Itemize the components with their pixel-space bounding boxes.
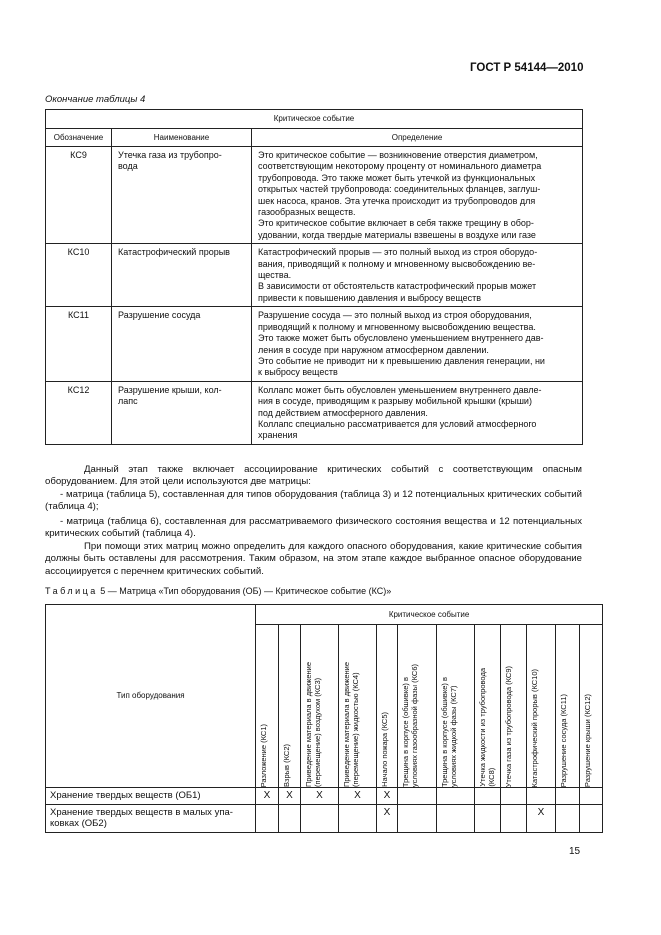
equipment-type-header: Тип оборудования (46, 605, 256, 788)
event-header-line: Трещина в корпусе (обшивке) в (440, 676, 449, 787)
critical-events-table (45, 109, 583, 445)
event-name-line: лапс (118, 396, 138, 407)
event-definition (252, 381, 583, 444)
event-definition-line: к выбросу веществ (258, 367, 338, 378)
event-name (112, 381, 252, 444)
table-row (46, 147, 583, 244)
event-definition-line: удовании, когда твердые материалы взвешены в воздухе или газе (258, 229, 536, 240)
event-definition-line: газообразных веществ. (258, 207, 356, 218)
matrix-cell (437, 788, 475, 805)
event-code: КС10 (46, 244, 112, 307)
column-header-name: Наименование (112, 129, 252, 147)
event-definition (252, 244, 583, 307)
event-definition-line: Это критическое событие включает в себя также трещину в обор- (258, 218, 534, 229)
matrix-cell: X (256, 788, 279, 805)
event-header-line: Катастрофический прорыв (КС10) (530, 668, 539, 787)
event-definition-line: Это событие не приводит ни к превышению давления генерации, ни (258, 355, 545, 366)
event-definition-line: вания, приводящий к полному и мгновенному высвобождению ве- (258, 258, 536, 269)
event-header-line: Утечка газа из трубопровода (КС9) (504, 665, 513, 787)
paragraph-intro: Данный этап также включает ассоциирование критических событий с соответствующим опасным оборудованием. Для этой цели используются две матрицы: (45, 464, 582, 488)
event-definition-line: Это также может быть обусловлено уменьшением внутреннего дав- (258, 333, 544, 344)
matrix-cell: X (339, 788, 377, 805)
document-code: ГОСТ Р 54144—2010 (470, 62, 584, 74)
event-header-text (377, 708, 391, 787)
table-row (46, 244, 583, 307)
matrix-cell: X (279, 788, 301, 805)
event-column-header (398, 625, 437, 788)
event-definition-line: соответствующим некоторому проценту от номинального диаметра (258, 161, 542, 172)
event-column-header (256, 625, 279, 788)
event-header-text (398, 660, 421, 787)
event-definition-line: ния в сосуде, приводящим к разрыву мобильной крышки (крыши) (258, 396, 532, 407)
matrix-cell (398, 804, 437, 832)
matrix-cell (475, 788, 501, 805)
matrix-cell (301, 804, 339, 832)
table5-caption-rest: 5 — Матрица «Тип оборудования (ОБ) — Критическое событие (КС)» (97, 586, 392, 596)
table5-caption-word: Таблица (45, 586, 98, 596)
event-header-text (339, 658, 362, 787)
event-definition-line: Коллапс специально рассматривается для условий атмосферного (258, 418, 537, 429)
event-column-header (279, 625, 301, 788)
event-definition-line: В зависимости от обстоятельств катастрофический прорыв может (258, 281, 537, 292)
event-name (112, 307, 252, 381)
event-header-line: Начало пожара (КС5) (380, 712, 389, 787)
table-row (46, 381, 583, 444)
event-column-header (501, 625, 527, 788)
event-header-line: Утечка жидкости из трубопровода (478, 668, 487, 787)
event-column-header (339, 625, 377, 788)
event-name (112, 244, 252, 307)
equipment-type-line: Хранение твердых веществ (ОБ1) (50, 790, 201, 801)
table-row (46, 804, 603, 832)
event-definition-line: под действием атмосферного давления. (258, 407, 428, 418)
event-code: КС9 (46, 147, 112, 244)
event-column-header (475, 625, 501, 788)
matrix-cell (279, 804, 301, 832)
event-definition-line: хранения (258, 430, 298, 441)
event-column-header (527, 625, 556, 788)
paragraph-conclusion: При помощи этих матриц можно определить для каждого опасного оборудования, какие критические события должны быть оставлены для рассмотрения. Таким образом, на этом этапе каждое выбранное опасное оборудование ассоциируется с перечнем критических событий. (45, 541, 582, 577)
event-name-line: Разрушение сосуда (118, 310, 201, 321)
event-code: КС12 (46, 381, 112, 444)
event-header-line: (перемещение) жидкостью (КС4) (351, 672, 360, 787)
event-column-header (301, 625, 339, 788)
event-column-header (437, 625, 475, 788)
page-number: 15 (569, 846, 581, 857)
event-definition-line: ления в сосуде при наружном атмосферном давлении. (258, 344, 489, 355)
event-column-header (556, 625, 580, 788)
matrix-cell (256, 804, 279, 832)
event-definition-line: Это критическое событие — возникновение отверстия диаметром, (258, 150, 538, 160)
event-header-text (279, 740, 293, 787)
matrix-cell (398, 788, 437, 805)
event-name-line: Разрушение крыши, кол- (118, 384, 222, 395)
event-name-line: Утечка газа из трубопро- (118, 150, 222, 160)
matrix-cell (580, 804, 603, 832)
matrix-cell (437, 804, 475, 832)
equipment-type-line: Хранение твердых веществ в малых упа- (50, 806, 233, 818)
column-header-definition: Определение (252, 129, 583, 147)
column-header-code: Обозначение (46, 129, 112, 147)
event-name-line: Катастрофический прорыв (118, 247, 230, 258)
event-header-text (256, 720, 270, 787)
matrix-cell (556, 804, 580, 832)
event-header-line: Приведение материала в движение (304, 662, 313, 787)
matrix-cell (475, 804, 501, 832)
event-definition-line: приводящий к полному и мгновенному высвобождению вещества. (258, 321, 536, 332)
event-header-text (580, 690, 594, 787)
table-continuation-label: Окончание таблицы 4 (45, 94, 146, 105)
event-header-text (556, 690, 570, 787)
event-header-line: (КС8) (487, 768, 496, 787)
event-definition-line: открытых частей трубопровода: соединительных фланцев, заглуш- (258, 184, 541, 195)
table-row (46, 307, 583, 381)
event-definition (252, 147, 583, 244)
event-definition-line: привести к повышению давления и выбросу веществ (258, 292, 482, 303)
equipment-type-line: ковках (ОБ2) (50, 818, 107, 829)
table5-group-header: Критическое событие (256, 605, 603, 625)
event-header-line: (перемещение) воздухом (КС3) (313, 677, 322, 787)
event-header-line: Трещина в корпусе (обшивке) в (401, 676, 410, 787)
event-header-text (475, 664, 498, 787)
equipment-type (46, 788, 256, 805)
matrix-cell (501, 804, 527, 832)
matrix-cell (339, 804, 377, 832)
event-header-text (501, 662, 515, 787)
matrix-cell: X (377, 804, 398, 832)
event-header-line: Разрушение сосуда (КС11) (559, 693, 568, 787)
event-header-line: Взрыв (КС2) (282, 744, 291, 787)
paragraph-matrix-table6: - матрица (таблица 6), составленная для рассматриваемого физического состояния вещества и 12 потенциальных критических событий (таблица 4). (45, 516, 582, 540)
table4-group-header: Критическое событие (46, 110, 583, 129)
equipment-type (46, 804, 256, 832)
event-definition (252, 307, 583, 381)
event-definition-line: шек насоса, кранов. Эта утечка происходит из трубопроводов для (258, 195, 536, 206)
event-header-text (301, 658, 324, 787)
event-header-line: условиях жидкой фазы (КС7) (449, 685, 458, 787)
event-name-line: вода (118, 161, 138, 172)
table-row (46, 788, 603, 805)
event-definition-line: Коллапс может быть обусловлен уменьшением внутреннего давле- (258, 384, 542, 395)
event-column-header (377, 625, 398, 788)
event-header-line: Разложение (КС1) (259, 723, 268, 787)
event-definition-line: Катастрофический прорыв — это полный выход из строя оборудо- (258, 247, 538, 258)
equipment-event-matrix (45, 604, 603, 833)
event-header-text (527, 665, 541, 787)
event-header-line: Разрушение крыши (КС12) (583, 693, 592, 787)
event-header-line: условиях газообразной фазы (КС6) (410, 663, 419, 787)
matrix-cell (501, 788, 527, 805)
matrix-cell (556, 788, 580, 805)
matrix-cell (527, 788, 556, 805)
event-definition-line: трубопровода. Это также может быть утечкой из функциональных (258, 172, 536, 183)
event-column-header (580, 625, 603, 788)
event-header-line: Приведение материала в движение (342, 662, 351, 787)
paragraph-matrix-table5: - матрица (таблица 5), составленная для типов оборудования (таблица 3) и 12 потенциальных критических событий (таблица 4); (45, 489, 582, 513)
event-name (112, 147, 252, 244)
matrix-cell: X (377, 788, 398, 805)
event-definition-line: щества. (258, 270, 292, 281)
event-header-text (437, 673, 460, 787)
table5-caption (45, 586, 391, 596)
matrix-cell: X (527, 804, 556, 832)
event-definition-line: Разрушение сосуда — это полный выход из строя оборудования, (258, 310, 532, 321)
matrix-cell (580, 788, 603, 805)
event-code: КС11 (46, 307, 112, 381)
matrix-cell: X (301, 788, 339, 805)
